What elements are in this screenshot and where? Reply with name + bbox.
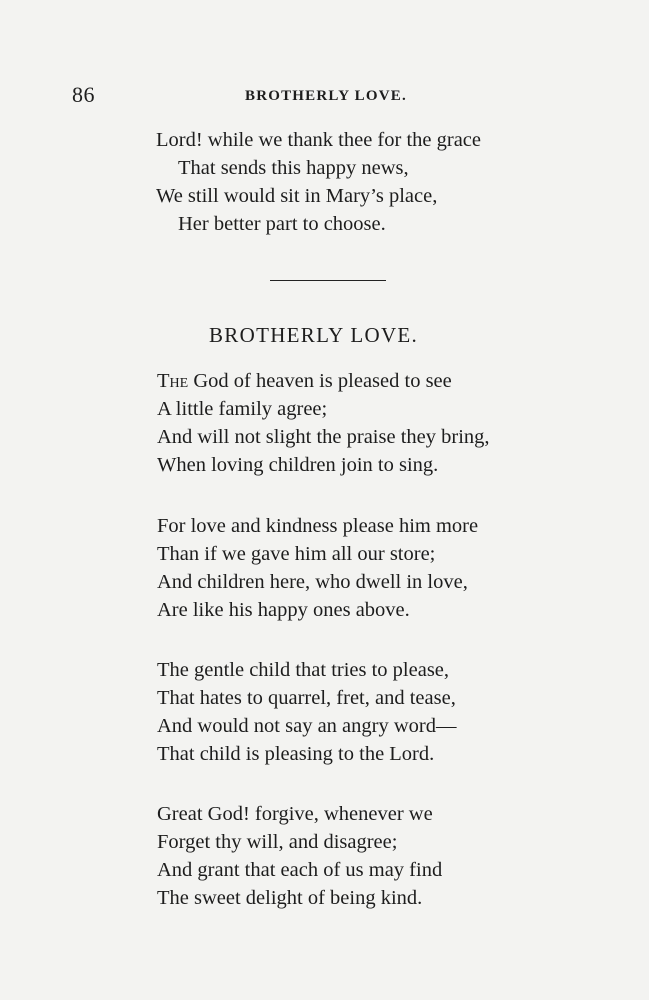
- verse-line: And will not slight the praise they bring,: [157, 426, 490, 448]
- verse-line-rest: God of heaven is pleased to see: [188, 370, 452, 392]
- verse-line: Her better part to choose.: [178, 213, 386, 235]
- verse-line: That sends this happy news,: [178, 157, 409, 179]
- verse-line: [157, 367, 452, 395]
- verse-line: A little family agree;: [157, 398, 328, 420]
- section-divider: [270, 280, 386, 281]
- verse-line: The gentle child that tries to please,: [157, 659, 450, 681]
- verse-line: And grant that each of us may find: [157, 859, 443, 881]
- verse-line: For love and kindness please him more: [157, 515, 479, 537]
- verse-line: Are like his happy ones above.: [157, 599, 410, 621]
- verse-line: Great God! forgive, whenever we: [157, 803, 433, 825]
- verse-line: The sweet delight of being kind.: [157, 887, 423, 909]
- verse-line: That hates to quarrel, fret, and tease,: [157, 687, 456, 709]
- first-word-small-caps: The: [157, 370, 189, 392]
- verse-line: Than if we gave him all our store;: [157, 543, 436, 565]
- verse-line: Forget thy will, and disagree;: [157, 831, 398, 853]
- verse-line: And children here, who dwell in love,: [157, 571, 468, 593]
- running-head: BROTHERLY LOVE.: [245, 88, 407, 104]
- poem-title: BROTHERLY LOVE.: [209, 323, 419, 347]
- verse-line: That child is pleasing to the Lord.: [157, 743, 435, 765]
- verse-line: When loving children join to sing.: [157, 454, 439, 476]
- verse-line: We still would sit in Mary’s place,: [156, 185, 438, 207]
- verse-line: And would not say an angry word—: [157, 715, 457, 737]
- page-number: 86: [72, 82, 95, 107]
- verse-line: Lord! while we thank thee for the grace: [156, 129, 482, 151]
